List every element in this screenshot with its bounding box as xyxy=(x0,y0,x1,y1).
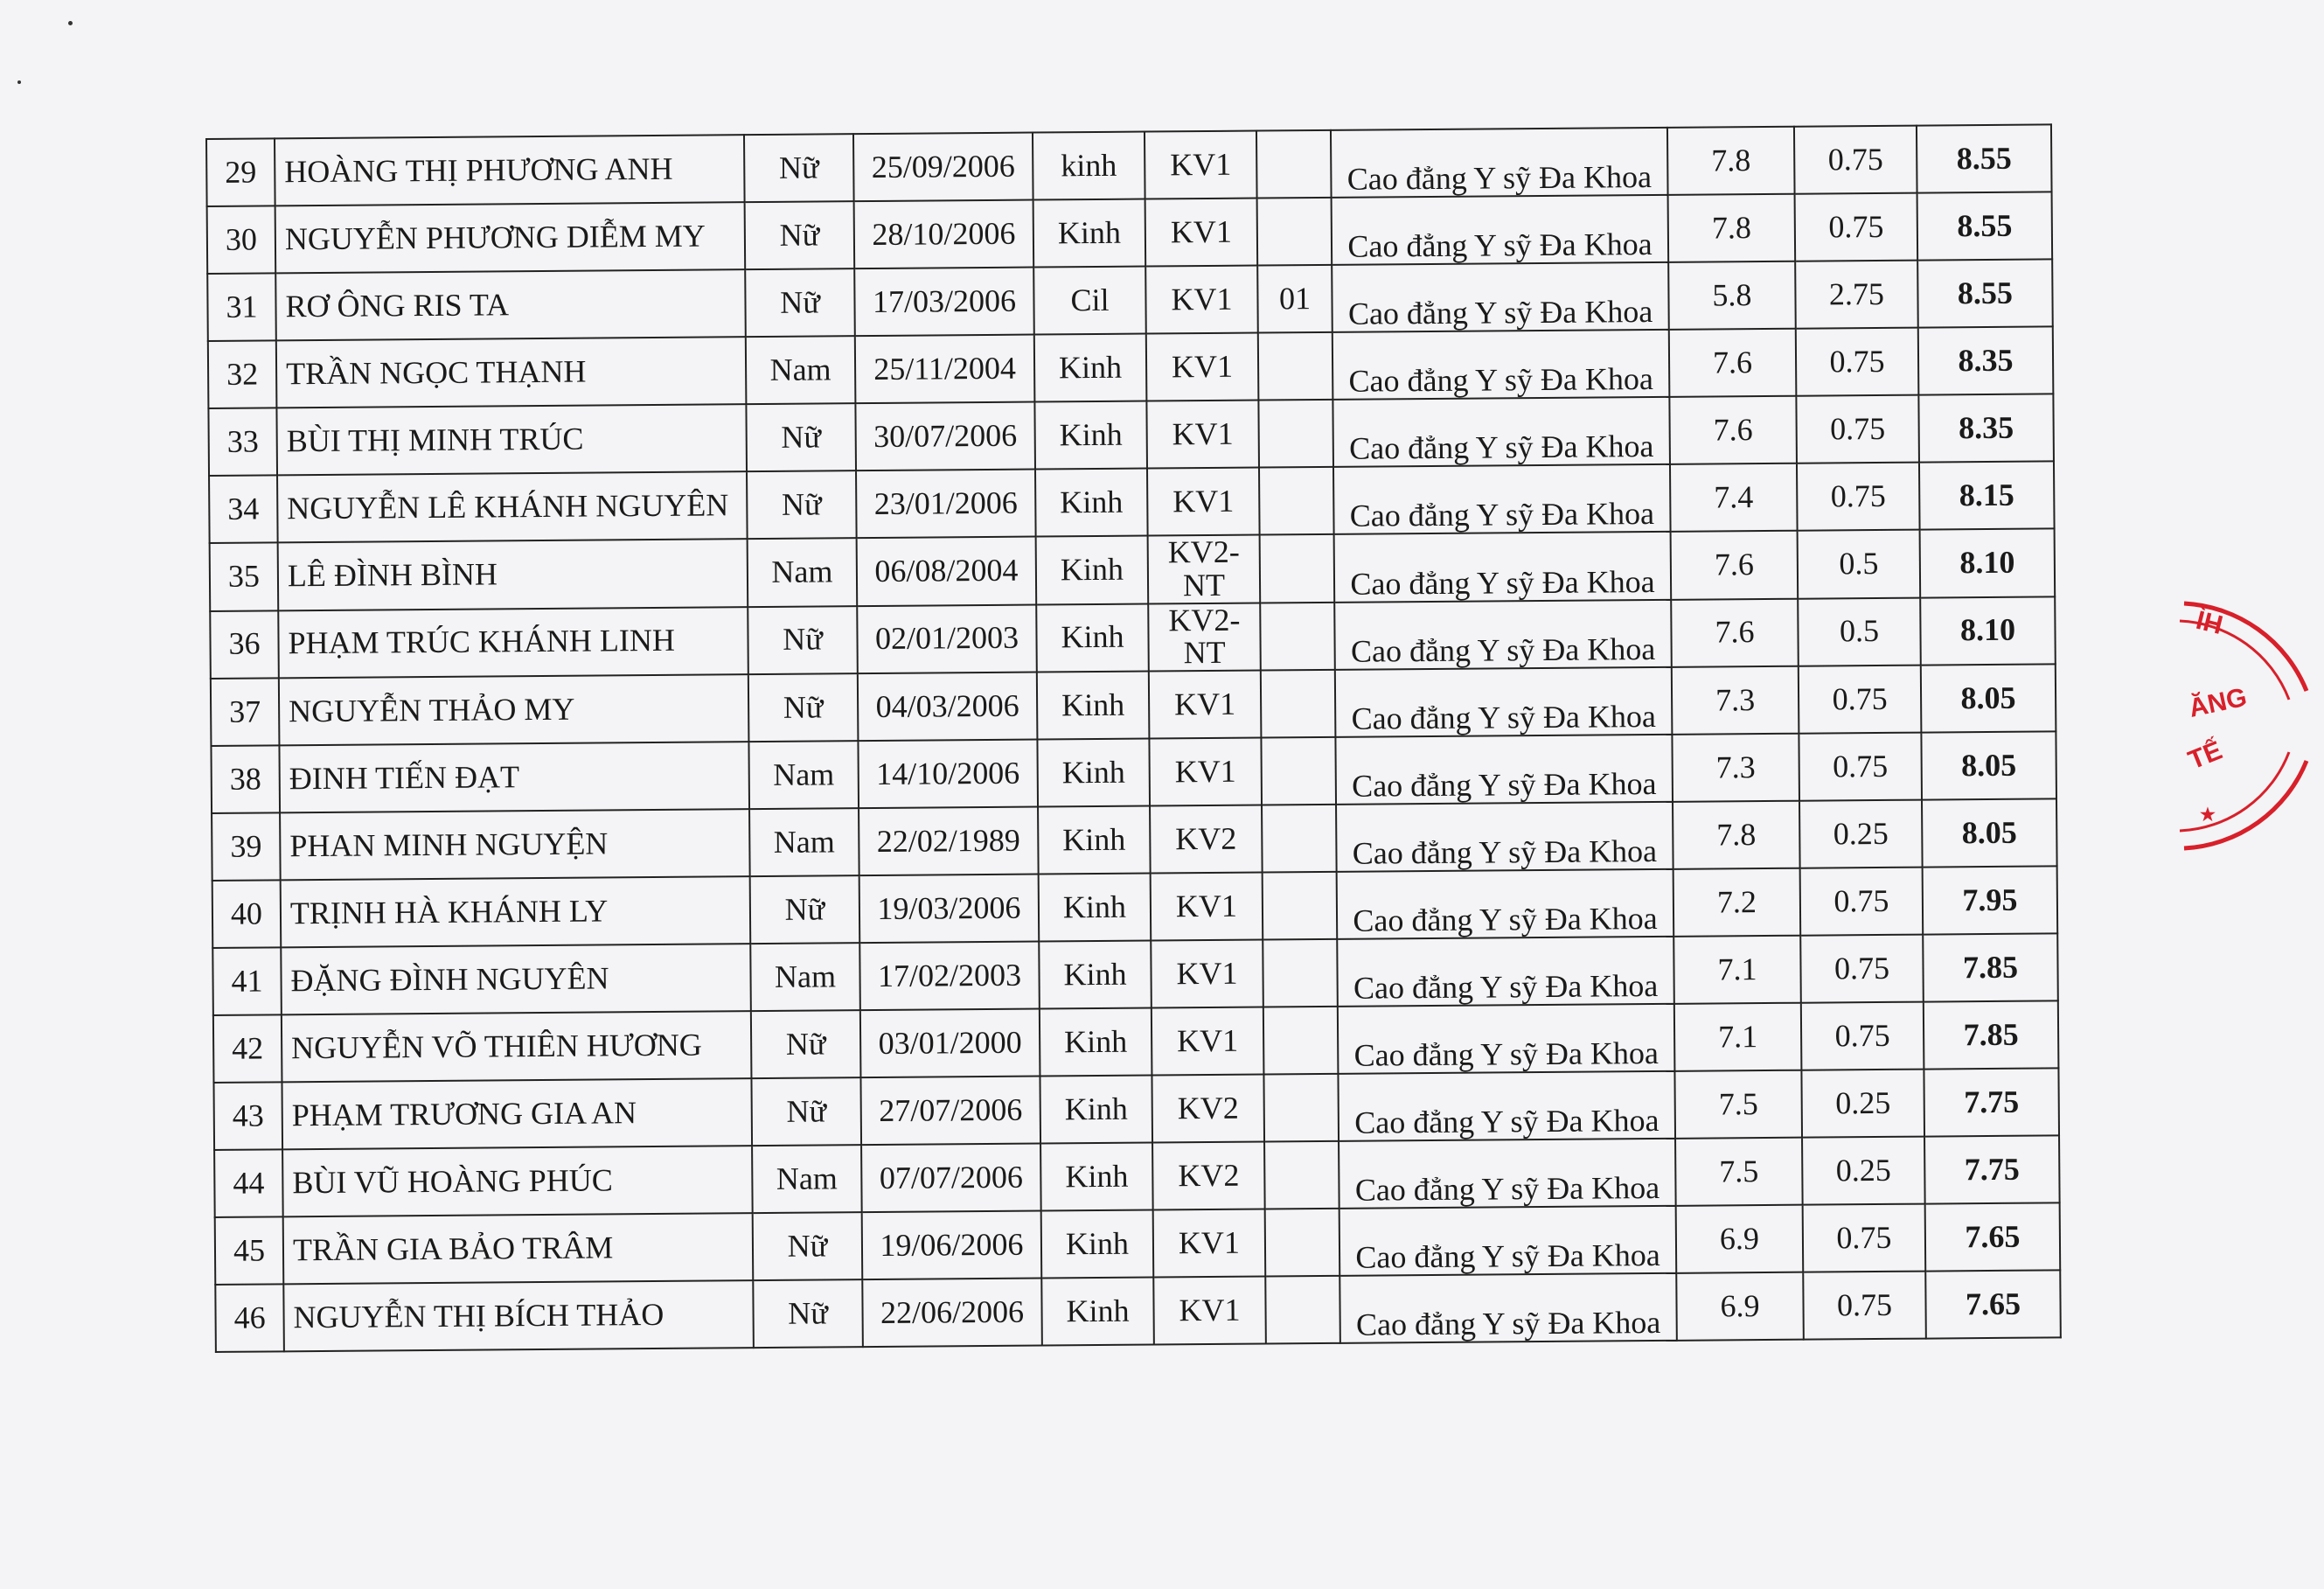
priority-cell xyxy=(1260,534,1335,603)
date-of-birth-cell: 23/01/2006 xyxy=(856,470,1036,539)
total-score-cell: 8.15 xyxy=(1919,461,2055,529)
row-number-cell: 42 xyxy=(213,1015,282,1084)
major-cell: Cao đẳng Y sỹ Đa Khoa xyxy=(1338,1071,1675,1141)
gender-cell: Nam xyxy=(748,538,858,607)
region-cell: KV2 xyxy=(1152,1075,1264,1143)
official-red-seal xyxy=(2175,586,2324,875)
priority-cell xyxy=(1263,1007,1339,1075)
ethnicity-cell: Kinh xyxy=(1039,941,1152,1009)
score-cell: 5.8 xyxy=(1668,261,1796,330)
date-of-birth-cell: 19/03/2006 xyxy=(859,875,1040,944)
bonus-points-cell: 0.25 xyxy=(1802,1137,1925,1205)
gender-cell: Nam xyxy=(752,1145,862,1213)
ethnicity-cell: Kinh xyxy=(1039,874,1152,942)
total-score-cell: 7.65 xyxy=(1925,1271,2061,1339)
total-score-cell: 8.05 xyxy=(1922,799,2057,868)
row-number-cell: 37 xyxy=(211,679,280,747)
total-score-cell: 7.75 xyxy=(1924,1069,2059,1137)
score-cell: 7.5 xyxy=(1675,1138,1803,1206)
row-number-cell: 36 xyxy=(210,610,279,679)
bonus-points-cell: 2.75 xyxy=(1795,261,1918,329)
student-name-cell: NGUYỄN LÊ KHÁNH NGUYÊN xyxy=(277,471,748,542)
priority-cell xyxy=(1258,332,1333,401)
date-of-birth-cell: 14/10/2006 xyxy=(858,740,1038,809)
bonus-points-cell: 0.5 xyxy=(1798,597,1921,666)
major-cell: Cao đẳng Y sỹ Đa Khoa xyxy=(1334,599,1672,670)
scan-speck xyxy=(68,21,73,25)
score-cell: 7.2 xyxy=(1673,868,1801,937)
date-of-birth-cell: 22/02/1989 xyxy=(859,807,1039,876)
ethnicity-cell: Kinh xyxy=(1037,672,1150,740)
total-score-cell: 8.05 xyxy=(1921,665,2056,733)
student-name-cell: RƠ ÔNG RIS TA xyxy=(275,269,746,340)
priority-cell xyxy=(1265,1276,1340,1344)
ethnicity-cell: Kinh xyxy=(1034,401,1147,470)
student-name-cell: TRẦN NGỌC THẠNH xyxy=(276,337,747,408)
priority-cell xyxy=(1264,1141,1339,1209)
priority-cell: 01 xyxy=(1257,265,1332,333)
table-body xyxy=(206,124,2061,1352)
major-cell: Cao đẳng Y sỹ Đa Khoa xyxy=(1331,128,1668,198)
date-of-birth-cell: 19/06/2006 xyxy=(862,1211,1042,1280)
date-of-birth-cell: 03/01/2000 xyxy=(860,1009,1040,1078)
total-score-cell: 8.55 xyxy=(1917,259,2053,327)
region-cell: KV2-NT xyxy=(1148,535,1261,604)
region-cell: KV1 xyxy=(1149,671,1262,739)
student-name-cell: LÊ ĐÌNH BÌNH xyxy=(278,539,748,610)
date-of-birth-cell: 02/01/2003 xyxy=(857,604,1037,673)
student-name-cell: PHẠM TRƯƠNG GIA AN xyxy=(282,1078,752,1149)
student-name-cell: TRỊNH HÀ KHÁNH LY xyxy=(281,876,751,947)
row-number-cell: 30 xyxy=(207,206,276,274)
total-score-cell: 8.10 xyxy=(1920,596,2056,666)
priority-cell xyxy=(1265,1209,1340,1277)
priority-cell xyxy=(1258,400,1333,468)
region-cell: KV1 xyxy=(1147,468,1260,536)
score-cell: 7.8 xyxy=(1673,801,1800,869)
region-cell: KV1 xyxy=(1153,1277,1266,1345)
gender-cell: Nữ xyxy=(746,403,856,471)
gender-cell: Nữ xyxy=(748,673,859,742)
score-cell: 7.5 xyxy=(1674,1070,1802,1139)
row-number-cell: 44 xyxy=(214,1150,283,1218)
region-cell: KV1 xyxy=(1151,873,1263,941)
score-cell: 7.6 xyxy=(1671,598,1799,667)
major-cell: Cao đẳng Y sỹ Đa Khoa xyxy=(1335,735,1673,805)
row-number-cell: 38 xyxy=(211,746,280,814)
region-cell: KV2-NT xyxy=(1148,603,1261,672)
major-cell: Cao đẳng Y sỹ Đa Khoa xyxy=(1336,802,1673,872)
major-cell: Cao đẳng Y sỹ Đa Khoa xyxy=(1332,262,1669,332)
region-cell: KV1 xyxy=(1149,738,1262,806)
date-of-birth-cell: 17/02/2003 xyxy=(859,942,1040,1011)
student-name-cell: NGUYỄN VÕ THIÊN HƯƠNG xyxy=(282,1011,752,1082)
total-score-cell: 7.65 xyxy=(1925,1203,2061,1272)
ethnicity-cell: Kinh xyxy=(1041,1210,1154,1279)
student-name-cell: ĐẶNG ĐÌNH NGUYÊN xyxy=(281,944,751,1014)
row-number-cell: 41 xyxy=(212,948,282,1016)
gender-cell: Nam xyxy=(749,808,859,876)
student-name-cell: PHẠM TRÚC KHÁNH LINH xyxy=(278,607,748,679)
major-cell: Cao đẳng Y sỹ Đa Khoa xyxy=(1339,1139,1676,1209)
major-cell: Cao đẳng Y sỹ Đa Khoa xyxy=(1333,464,1671,534)
gender-cell: Nữ xyxy=(751,1077,861,1146)
gender-cell: Nữ xyxy=(748,606,858,675)
bonus-points-cell: 0.75 xyxy=(1795,193,1918,261)
gender-cell: Nữ xyxy=(744,134,854,202)
row-number-cell: 34 xyxy=(209,475,278,543)
region-cell: KV1 xyxy=(1145,266,1258,334)
total-score-cell: 8.55 xyxy=(1917,124,2052,192)
priority-cell xyxy=(1263,872,1338,940)
region-cell: KV2 xyxy=(1150,805,1263,874)
gender-cell: Nữ xyxy=(753,1212,863,1280)
row-number-cell: 43 xyxy=(213,1083,282,1151)
region-cell: KV1 xyxy=(1153,1209,1266,1278)
date-of-birth-cell: 27/07/2006 xyxy=(860,1077,1040,1146)
ethnicity-cell: Kinh xyxy=(1040,1076,1152,1144)
score-cell: 7.8 xyxy=(1668,194,1796,262)
seal-text-fragment: ĂNG xyxy=(2186,682,2250,723)
seal-text-fragment: TẾ xyxy=(2184,735,2227,776)
score-cell: 7.3 xyxy=(1672,734,1799,802)
bonus-points-cell: 0.75 xyxy=(1799,733,1922,801)
score-cell: 7.3 xyxy=(1672,666,1799,735)
region-cell: KV1 xyxy=(1146,401,1259,469)
priority-cell xyxy=(1260,602,1335,670)
bonus-points-cell: 0.75 xyxy=(1803,1204,1926,1272)
ethnicity-cell: Kinh xyxy=(1038,806,1151,875)
major-cell: Cao đẳng Y sỹ Đa Khoa xyxy=(1334,532,1672,603)
student-name-cell: ĐINH TIẾN ĐẠT xyxy=(279,742,749,812)
row-number-cell: 40 xyxy=(212,881,282,949)
row-number-cell: 29 xyxy=(206,138,275,206)
major-cell: Cao đẳng Y sỹ Đa Khoa xyxy=(1337,937,1674,1007)
student-name-cell: HOÀNG THỊ PHƯƠNG ANH xyxy=(275,135,745,206)
student-name-cell: NGUYỄN THỊ BÍCH THẢO xyxy=(283,1280,754,1351)
bonus-points-cell: 0.75 xyxy=(1800,868,1924,936)
score-cell: 6.9 xyxy=(1676,1272,1804,1341)
date-of-birth-cell: 25/11/2004 xyxy=(855,335,1035,404)
priority-cell xyxy=(1259,467,1334,535)
date-of-birth-cell: 17/03/2006 xyxy=(854,268,1034,337)
total-score-cell: 8.55 xyxy=(1917,192,2053,260)
row-number-cell: 31 xyxy=(207,273,276,341)
total-score-cell: 7.75 xyxy=(1924,1136,2060,1204)
date-of-birth-cell: 07/07/2006 xyxy=(861,1144,1041,1213)
major-cell: Cao đẳng Y sỹ Đa Khoa xyxy=(1332,195,1669,265)
ethnicity-cell: Kinh xyxy=(1040,1143,1153,1211)
ethnicity-cell: Kinh xyxy=(1034,334,1147,402)
total-score-cell: 8.05 xyxy=(1921,732,2056,800)
score-cell: 7.1 xyxy=(1673,936,1801,1004)
date-of-birth-cell: 25/09/2006 xyxy=(853,133,1033,202)
scan-speck xyxy=(17,80,21,84)
bonus-points-cell: 0.25 xyxy=(1801,1070,1924,1138)
score-cell: 7.8 xyxy=(1667,127,1795,195)
score-cell: 7.1 xyxy=(1674,1003,1802,1071)
row-number-cell: 46 xyxy=(215,1285,284,1353)
ethnicity-cell: Kinh xyxy=(1037,739,1150,807)
major-cell: Cao đẳng Y sỹ Đa Khoa xyxy=(1335,667,1673,737)
priority-cell xyxy=(1263,1074,1339,1142)
ethnicity-cell: Cil xyxy=(1033,267,1146,335)
ethnicity-cell: Kinh xyxy=(1041,1278,1154,1346)
bonus-points-cell: 0.75 xyxy=(1801,1002,1924,1070)
bonus-points-cell: 0.75 xyxy=(1796,395,1919,463)
student-name-cell: NGUYỄN PHƯƠNG DIỄM MY xyxy=(275,202,746,273)
row-number-cell: 39 xyxy=(212,813,281,882)
row-number-cell: 45 xyxy=(215,1217,284,1286)
ethnicity-cell: Kinh xyxy=(1035,469,1148,537)
gender-cell: Nữ xyxy=(747,470,857,539)
total-score-cell: 8.35 xyxy=(1918,394,2054,462)
ethnicity-cell: kinh xyxy=(1033,132,1145,200)
score-cell: 6.9 xyxy=(1676,1205,1804,1273)
seal-star-icon: ★ xyxy=(2200,805,2216,825)
student-name-cell: BÙI THỊ MINH TRÚC xyxy=(276,404,747,475)
row-number-cell: 33 xyxy=(208,408,277,476)
major-cell: Cao đẳng Y sỹ Đa Khoa xyxy=(1332,330,1670,400)
gender-cell: Nam xyxy=(748,741,859,809)
region-cell: KV1 xyxy=(1145,131,1257,199)
gender-cell: Nữ xyxy=(751,1010,861,1078)
bonus-points-cell: 0.25 xyxy=(1799,800,1923,868)
bonus-points-cell: 0.75 xyxy=(1799,666,1922,734)
total-score-cell: 7.85 xyxy=(1924,1001,2059,1070)
gender-cell: Nữ xyxy=(745,201,855,269)
major-cell: Cao đẳng Y sỹ Đa Khoa xyxy=(1337,869,1674,939)
region-cell: KV2 xyxy=(1152,1142,1265,1210)
priority-cell xyxy=(1256,130,1332,199)
region-cell: KV1 xyxy=(1151,940,1263,1008)
admission-results-table xyxy=(205,123,2062,1353)
student-name-cell: BÙI VŨ HOÀNG PHÚC xyxy=(282,1146,753,1216)
major-cell: Cao đẳng Y sỹ Đa Khoa xyxy=(1338,1004,1675,1074)
total-score-cell: 7.95 xyxy=(1923,867,2058,935)
priority-cell xyxy=(1262,805,1337,873)
gender-cell: Nữ xyxy=(750,875,860,944)
date-of-birth-cell: 04/03/2006 xyxy=(858,673,1038,742)
bonus-points-cell: 0.75 xyxy=(1803,1272,1926,1340)
row-number-cell: 35 xyxy=(210,542,279,610)
student-name-cell: PHAN MINH NGUYỆN xyxy=(280,809,750,880)
gender-cell: Nam xyxy=(750,943,860,1011)
gender-cell: Nam xyxy=(746,336,856,404)
region-cell: KV1 xyxy=(1145,199,1258,267)
date-of-birth-cell: 28/10/2006 xyxy=(854,200,1034,269)
bonus-points-cell: 0.5 xyxy=(1798,530,1921,599)
table-row xyxy=(215,1271,2061,1353)
bonus-points-cell: 0.75 xyxy=(1796,328,1919,396)
date-of-birth-cell: 22/06/2006 xyxy=(862,1279,1042,1348)
row-number-cell: 32 xyxy=(208,340,277,408)
priority-cell xyxy=(1261,670,1336,738)
total-score-cell: 7.85 xyxy=(1923,934,2058,1002)
ethnicity-cell: Kinh xyxy=(1036,603,1149,673)
priority-cell xyxy=(1257,198,1332,266)
score-cell: 7.6 xyxy=(1669,329,1797,397)
ethnicity-cell: Kinh xyxy=(1040,1008,1152,1077)
priority-cell xyxy=(1261,737,1336,805)
gender-cell: Nữ xyxy=(753,1279,863,1348)
score-cell: 7.4 xyxy=(1670,463,1798,532)
student-name-cell: NGUYỄN THẢO MY xyxy=(279,674,749,745)
date-of-birth-cell: 06/08/2004 xyxy=(857,537,1037,606)
gender-cell: Nữ xyxy=(745,268,855,337)
bonus-points-cell: 0.75 xyxy=(1800,935,1924,1003)
region-cell: KV1 xyxy=(1152,1007,1264,1076)
student-name-cell: TRẦN GIA BẢO TRÂM xyxy=(283,1213,754,1284)
total-score-cell: 8.10 xyxy=(1920,528,2056,597)
major-cell: Cao đẳng Y sỹ Đa Khoa xyxy=(1332,397,1670,467)
ethnicity-cell: Kinh xyxy=(1033,199,1146,268)
seal-outer-ring xyxy=(2184,761,2307,848)
score-cell: 7.6 xyxy=(1669,396,1797,464)
major-cell: Cao đẳng Y sỹ Đa Khoa xyxy=(1339,1206,1677,1276)
priority-cell xyxy=(1263,939,1338,1007)
major-cell: Cao đẳng Y sỹ Đa Khoa xyxy=(1339,1273,1677,1343)
bonus-points-cell: 0.75 xyxy=(1797,463,1920,531)
region-cell: KV1 xyxy=(1146,333,1259,401)
total-score-cell: 8.35 xyxy=(1918,326,2054,394)
ethnicity-cell: Kinh xyxy=(1036,536,1149,605)
score-cell: 7.6 xyxy=(1671,531,1799,600)
bonus-points-cell: 0.75 xyxy=(1794,126,1917,194)
seal-text-fragment: ÌH xyxy=(2193,605,2226,641)
date-of-birth-cell: 30/07/2006 xyxy=(855,402,1035,471)
